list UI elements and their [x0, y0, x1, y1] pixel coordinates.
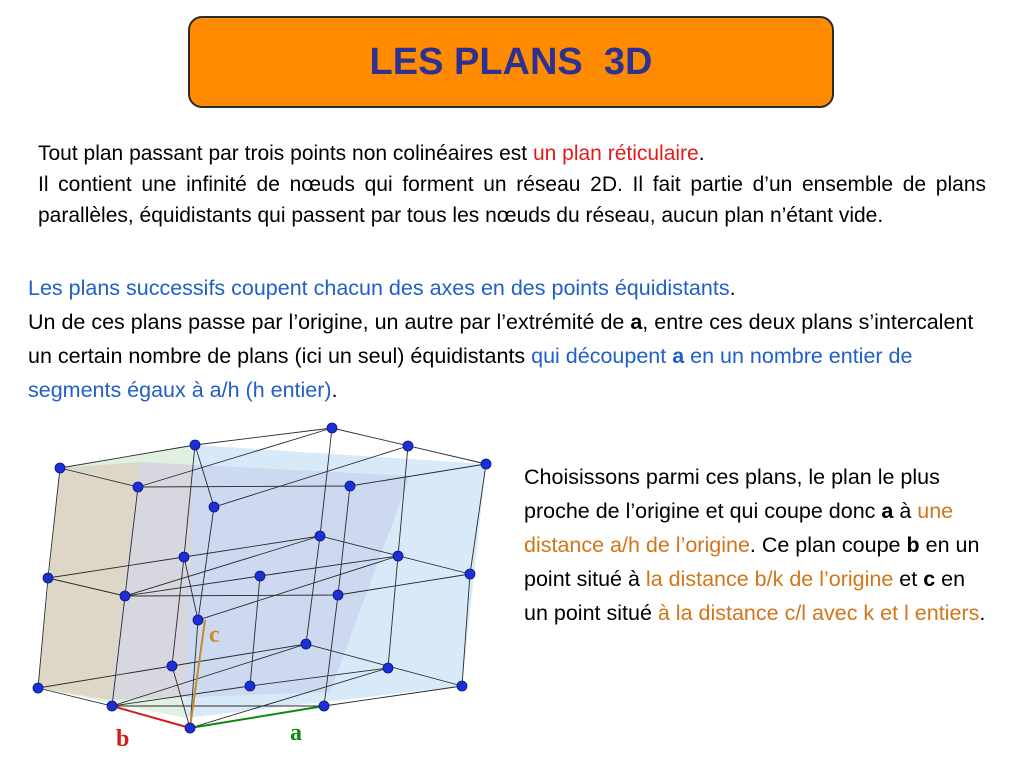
title-banner — [188, 16, 834, 108]
p2-dot-b: . — [331, 378, 338, 402]
successive-planes-paragraph — [28, 271, 993, 407]
p3-text-a: Choisissons parmi ces plans, le plan le plus proche de l’origine et qui coupe donc — [524, 465, 940, 523]
page-title: LES PLANS 3D — [369, 40, 653, 83]
intro-paragraph — [38, 138, 986, 231]
p3-text-c: . Ce plan coupe — [749, 533, 907, 557]
p2-text-b: , entre ces deux plans s’intercalent un certain nombre de plans (ici un seul) équidistants — [28, 310, 974, 368]
p2-text-a: Un de ces plans passe par l’origine, un autre par l’extrémité de — [28, 310, 631, 334]
choice-paragraph — [524, 460, 994, 630]
intro-text-b: . — [698, 142, 705, 165]
intro-text-a: Tout plan passant par trois points non colinéaires est — [38, 142, 533, 165]
p3-text-b: à — [893, 499, 918, 523]
axis-b-label: b — [116, 726, 130, 752]
p3-orange-a: une distance a/h de l’origine — [524, 499, 954, 557]
lattice-diagram — [0, 410, 510, 768]
p2-bold-a: a — [630, 310, 643, 334]
p3-text-d: en un point situé à — [524, 533, 980, 591]
p2-blue-a: Les plans successifs coupent chacun des axes en des points équidistants — [28, 276, 730, 300]
p2-blue-c: en un nombre entier de segments égaux à a/h (h entier) — [28, 344, 913, 402]
p3-text-e: et — [893, 567, 924, 591]
intro-text-c: Il contient une infinité de nœuds qui forment un réseau 2D. Il fait partie d’un ensemble de plans parallèles, équidistants qui passent par tous les nœuds du réseau, aucun plan n’étant vide. — [38, 173, 986, 227]
p3-text-g: . — [979, 601, 986, 625]
p2-dot-a: . — [729, 276, 736, 300]
p3-bold-a: a — [881, 499, 894, 523]
intro-highlight: un plan réticulaire — [532, 142, 699, 165]
axis-a-label: a — [290, 720, 302, 746]
p3-bold-c: c — [923, 567, 936, 591]
p3-bold-b: b — [906, 533, 920, 557]
p3-orange-b: la distance b/k de l’origine — [645, 567, 894, 591]
p2-bold-b: a — [672, 344, 685, 368]
p3-orange-c: à la distance c/l avec k et l entiers — [657, 601, 980, 625]
p2-blue-b: qui découpent — [531, 344, 673, 368]
axis-c-label: c — [209, 622, 220, 648]
p3-text-f: en un point situé — [524, 567, 966, 625]
